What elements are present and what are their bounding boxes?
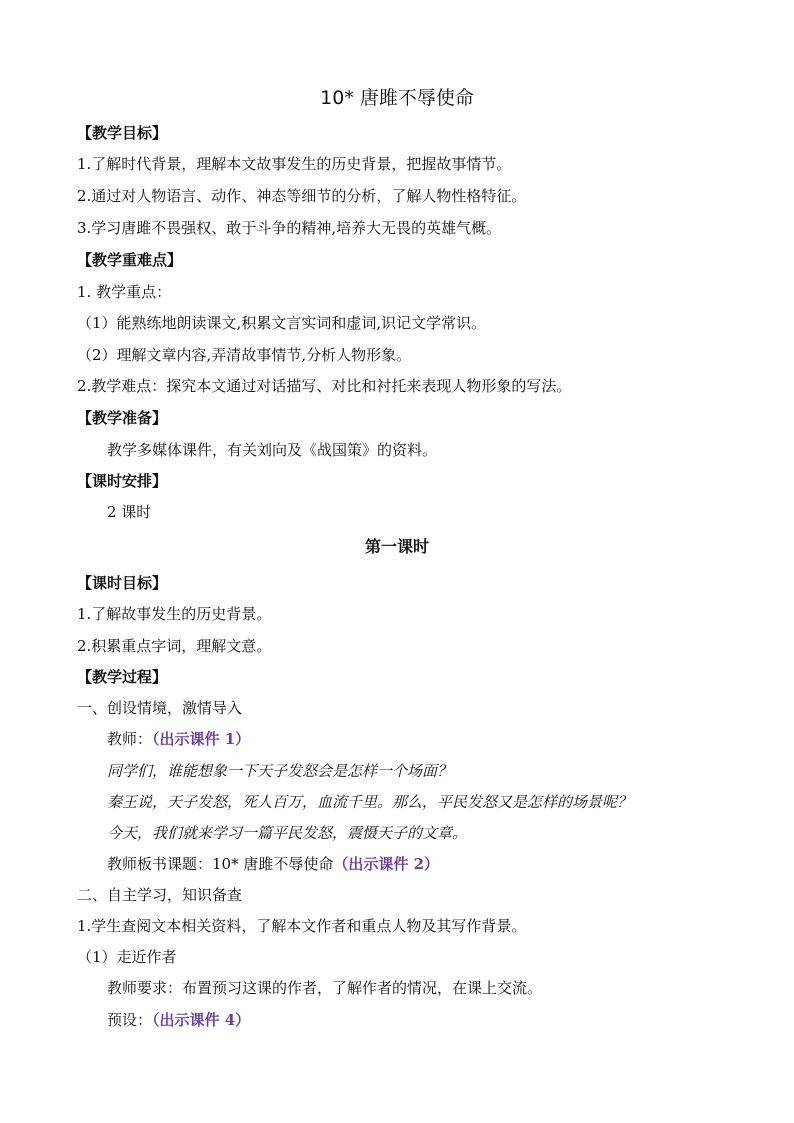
preparation-heading: 【教学准备】 bbox=[77, 409, 168, 427]
preset-label: 预设： bbox=[107, 1011, 153, 1029]
intro-line-3: 今天，我们就来学习一篇平民发怒，震慑天子的文章。 bbox=[107, 824, 468, 842]
schedule-heading: 【课时安排】 bbox=[77, 472, 168, 490]
key-point-2: 2.教学难点：探究本文通过对话描写、对比和衬托来表现人物形象的写法。 bbox=[77, 377, 572, 395]
courseware-2-tag: （出示课件 2） bbox=[333, 855, 440, 873]
teaching-goal-1: 1.了解时代背景，理解本文故事发生的历史背景，把握故事情节。 bbox=[77, 155, 512, 173]
preset-line bbox=[107, 1010, 250, 1030]
courseware-4-tag: （出示课件 4） bbox=[152, 1011, 251, 1029]
self-study-1a: （1）走近作者 bbox=[77, 948, 177, 966]
key-point-1b: （2）理解文章内容,弄清故事情节,分析人物形象。 bbox=[77, 346, 412, 364]
lesson-goal-1: 1.了解故事发生的历史背景。 bbox=[77, 605, 272, 623]
courseware-1-tag: （出示课件 1） bbox=[152, 730, 251, 748]
key-points-heading: 【教学重难点】 bbox=[77, 251, 183, 269]
teaching-goal-2: 2.通过对人物语言、动作、神态等细节的分析，了解人物性格特征。 bbox=[77, 187, 527, 205]
teacher-line bbox=[107, 729, 250, 749]
key-point-1: 1. 教学重点： bbox=[77, 283, 172, 301]
lesson-one-title: 第一课时 bbox=[364, 537, 429, 556]
step-1-heading: 一、创设情境，激情导入 bbox=[77, 699, 243, 717]
schedule-text: 2 课时 bbox=[107, 503, 152, 521]
self-study-1: 1.学生查阅文本相关资料，了解本文作者和重点人物及其写作背景。 bbox=[77, 917, 527, 935]
teacher-requirement: 教师要求：布置预习这课的作者，了解作者的情况，在课上交流。 bbox=[107, 979, 543, 997]
key-point-1a: （1）能熟练地朗读课文,积累文言实词和虚词,识记文学常识。 bbox=[77, 314, 487, 332]
lesson-goals-heading: 【课时目标】 bbox=[77, 574, 168, 592]
intro-line-1: 同学们，谁能想象一下天子发怒会是怎样一个场面？ bbox=[107, 762, 453, 780]
teaching-goal-3: 3.学习唐雎不畏强权、敢于斗争的精神,培养大无畏的英雄气概。 bbox=[77, 219, 502, 237]
teaching-goals-heading: 【教学目标】 bbox=[77, 124, 168, 142]
intro-line-2: 秦王说，天子发怒，死人百万，血流千里。那么，平民发怒又是怎样的场景呢？ bbox=[107, 793, 633, 811]
board-text: 教师板书课题：10* 唐雎不辱使命 bbox=[107, 855, 334, 873]
step-2-heading: 二、自主学习，知识备查 bbox=[77, 886, 243, 904]
preparation-text: 教学多媒体课件，有关刘向及《战国策》的资料。 bbox=[107, 441, 438, 459]
page-title: 10* 唐雎不辱使命 bbox=[320, 87, 474, 109]
teacher-label: 教师： bbox=[107, 730, 153, 748]
board-line bbox=[107, 854, 439, 874]
process-heading: 【教学过程】 bbox=[77, 668, 168, 686]
lesson-goal-2: 2.积累重点字词，理解文意。 bbox=[77, 637, 272, 655]
